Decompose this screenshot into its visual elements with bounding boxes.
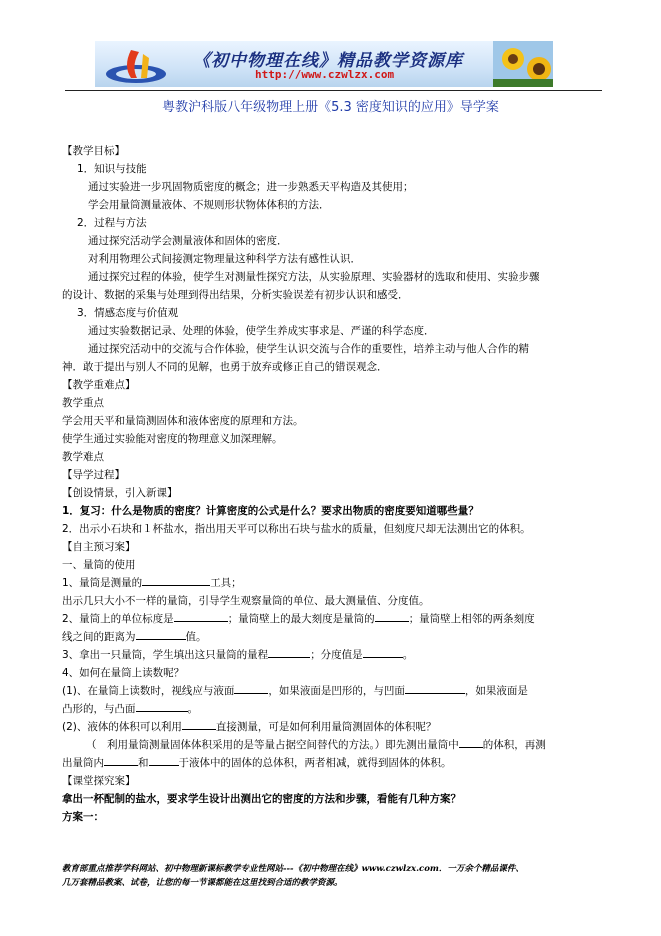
footer-line: 教育部重点推荐学科网站、初中物理新课标教学专业性网站---《初中物理在线》www.czwlzx.com．一万余个精品课件、 — [62, 864, 524, 874]
section-heading: 【教学重难点】 — [62, 379, 136, 391]
section-heading: 【创设情景，引入新课】 — [62, 487, 178, 499]
section-heading: 【教学目标】 — [62, 145, 125, 157]
question-text: 凸形的，与凸面 — [62, 703, 136, 715]
subsection-heading: 教学难点 — [62, 451, 104, 463]
question-text: 1、量筒是测量的 — [62, 577, 143, 589]
answer-blank[interactable] — [405, 682, 465, 694]
section-heading: 【导学过程】 — [62, 469, 125, 481]
fill-blank-line — [62, 628, 207, 646]
question-text: 于液体中的固体的总体积，两者相减，就得到固体的体积。 — [178, 757, 452, 769]
fill-blank-line — [62, 574, 242, 592]
answer-blank[interactable] — [136, 628, 186, 640]
question-line: 拿出一杯配制的盐水，要求学生设计出测出它的密度的方法和步骤，看能有几种方案？ — [62, 793, 461, 805]
answer-blank[interactable] — [104, 754, 138, 766]
site-logo-icon — [101, 44, 171, 86]
body-line: 的设计、数据的采集与处理到得出结果，分析实验误差有初步认识和感受． — [62, 289, 409, 301]
question-text: 。 — [402, 649, 414, 661]
header-divider — [65, 90, 602, 91]
section-heading: 【课堂探究案】 — [62, 775, 136, 787]
question-text: 2、量筒上的单位标度是 — [62, 613, 174, 625]
body-line: 使学生通过实验能对密度的物理意义加深理解。 — [62, 433, 283, 445]
question-text: ；量筒壁上的最大刻度是量筒的 — [227, 613, 375, 625]
body-line: 神．敢于提出与别人不同的见解，也勇于放弃或修正自己的错误观念． — [62, 361, 388, 373]
subsection-heading: 教学重点 — [62, 397, 104, 409]
body-line: 出示几只大小不一样的量筒，引导学生观察量筒的单位、最大测量值、分度值。 — [62, 595, 430, 607]
question-text: 。 — [187, 703, 198, 715]
subsection-heading: 4、如何在量筒上读数呢？ — [62, 667, 185, 679]
fill-blank-line — [62, 700, 198, 718]
body-line: 学会用天平和量筒测固体和液体密度的原理和方法。 — [62, 415, 304, 427]
question-line: 1．复习：什么是物质的密度？计算密度的公式是什么？要求出物质的密度要知道哪些量？ — [62, 505, 479, 517]
answer-blank[interactable] — [182, 718, 216, 730]
question-text: ；分度值是 — [310, 649, 363, 661]
question-text: ，如果液面是 — [464, 685, 528, 697]
answer-blank[interactable] — [268, 646, 310, 658]
question-text: ；量筒壁上相邻的两条刻度 — [408, 613, 535, 625]
question-text: (1)、在量筒上读数时，视线应与液面 — [62, 685, 235, 697]
answer-blank[interactable] — [142, 574, 210, 586]
question-text: 和 — [138, 757, 149, 769]
sunflower-icon — [493, 41, 553, 87]
banner-url[interactable]: http://www.czwlzx.com — [255, 68, 395, 81]
site-banner[interactable] — [95, 41, 553, 87]
question-text: 直接测量，可是如何利用量筒测固体的体积呢？ — [215, 721, 437, 733]
body-line: 学会用量筒测量液体、不规则形状物体体积的方法． — [88, 199, 330, 211]
question-line: 2．出示小石块和１杯盐水，指出用天平可以称出石块与盐水的质量，但刻度尺却无法测出它的体积。 — [62, 523, 531, 535]
question-text: 线之间的距离为 — [62, 631, 136, 643]
footer-line: 几万套精品教案、试卷，让您的每一节课都能在这里找到合适的教学资源。 — [62, 878, 343, 888]
fill-blank-line — [62, 646, 413, 664]
fill-blank-line — [62, 718, 436, 736]
answer-blank[interactable] — [234, 682, 268, 694]
fill-blank-line — [62, 610, 535, 628]
subsection-heading: 1．知识与技能 — [77, 163, 147, 175]
question-text: 工具； — [210, 577, 242, 589]
fill-blank-line — [62, 754, 452, 772]
answer-blank[interactable] — [459, 736, 483, 748]
question-line: 方案一： — [62, 811, 104, 823]
fill-blank-line — [62, 682, 528, 700]
body-line: 通过探究过程的体验，使学生对测量性探究方法，从实验原理、实验器材的选取和使用、实验步骤 — [88, 271, 540, 283]
answer-blank[interactable] — [174, 610, 228, 622]
question-text: 值。 — [185, 631, 207, 643]
subsection-heading: 一、量筒的使用 — [62, 559, 136, 571]
question-text: (2)、液体的体积可以利用 — [62, 721, 182, 733]
page-footer — [62, 862, 607, 890]
answer-blank[interactable] — [149, 754, 179, 766]
body-line: 对利用物理公式间接测定物理量这种科学方法有感性认识． — [88, 253, 361, 265]
question-text: ，如果液面是凹形的，与凹面 — [268, 685, 405, 697]
subsection-heading: 2．过程与方法 — [77, 217, 147, 229]
body-line: 通过探究活动学会测量液体和固体的密度． — [88, 235, 288, 247]
section-heading: 【自主预习案】 — [62, 541, 136, 553]
body-line: 通过探究活动中的交流与合作体验，使学生认识交流与合作的重要性，培养主动与他人合作的精 — [88, 343, 529, 355]
subsection-heading: 3．情感态度与价值观 — [77, 307, 179, 319]
question-text: 3、拿出一只量筒，学生填出这只量筒的量程 — [62, 649, 269, 661]
document-title: 粤教沪科版八年级物理上册《5.3 密度知识的应用》导学案 — [162, 100, 499, 115]
question-text: 的体积，再测 — [482, 739, 546, 751]
answer-blank[interactable] — [375, 610, 409, 622]
body-line: 通过实验进一步巩固物质密度的概念；进一步熟悉天平构造及其使用； — [88, 181, 414, 193]
answer-blank[interactable] — [136, 700, 188, 712]
body-line: 通过实验数据记录、处理的体验，使学生养成实事求是、严谨的科学态度． — [88, 325, 435, 337]
banner-title: 《初中物理在线》精品教学资源库 — [193, 51, 463, 71]
question-text: 出量筒内 — [62, 757, 104, 769]
answer-blank[interactable] — [363, 646, 403, 658]
fill-blank-line — [86, 736, 546, 754]
question-text: （ 利用量筒测量固体体积采用的是等量占据空间替代的方法。）即先测出量筒中 — [86, 739, 459, 751]
